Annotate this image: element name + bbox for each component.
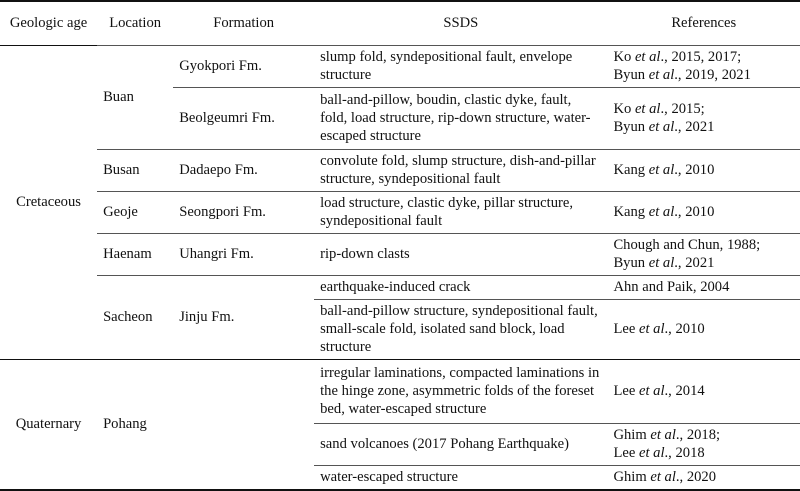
references-cell <box>607 87 800 149</box>
reference-text: Byun <box>613 254 649 271</box>
reference-etal: et al <box>638 320 665 337</box>
ssds-cell: earthquake-induced crack <box>314 275 607 299</box>
reference-text: ., 2018; <box>675 426 721 443</box>
reference-text: Ko <box>613 100 635 117</box>
reference-text: ., 2021 <box>674 118 715 135</box>
reference-etal: et al <box>648 161 675 178</box>
references-cell <box>607 191 800 233</box>
geologic-age-cell: Cretaceous <box>0 45 97 359</box>
formation-cell: Dadaepo Fm. <box>173 149 314 191</box>
references-cell <box>607 423 800 465</box>
header-row <box>0 1 800 45</box>
reference-text: Kang <box>613 203 649 220</box>
reference-line <box>613 444 794 462</box>
reference-line <box>613 118 794 136</box>
reference-etal: et al <box>648 66 675 83</box>
reference-text: Ahn and Paik, 2004 <box>613 278 730 295</box>
reference-text: ., 2015; <box>660 100 705 117</box>
references-cell <box>607 359 800 423</box>
reference-line <box>613 278 794 296</box>
ssds-cell: convolute fold, slump structure, dish-and-pillar structure, syndepositional fault <box>314 149 607 191</box>
location-cell: Haenam <box>97 233 173 275</box>
location-cell: Pohang <box>97 359 173 490</box>
reference-line <box>613 203 794 221</box>
reference-line <box>613 426 794 444</box>
references-cell <box>607 149 800 191</box>
ssds-cell: rip-down clasts <box>314 233 607 275</box>
header-location: Location <box>109 14 162 31</box>
table-row <box>0 191 800 233</box>
geologic-age-cell: Quaternary <box>0 359 97 490</box>
ssds-cell: irregular laminations, compacted laminations in the hinge zone, asymmetric folds of the foreset bed, water-escaped structure <box>314 359 607 423</box>
references-cell <box>607 45 800 87</box>
reference-line <box>613 48 794 66</box>
reference-text: ., 2010 <box>664 320 705 337</box>
references-cell <box>607 465 800 490</box>
reference-text: Chough and Chun, 1988; <box>613 236 761 253</box>
reference-text: ., 2010 <box>674 161 715 178</box>
reference-line <box>613 254 794 272</box>
table-row <box>0 149 800 191</box>
table-row <box>0 359 800 423</box>
reference-text: Lee <box>613 444 639 461</box>
formation-cell <box>173 359 314 490</box>
references-cell <box>607 275 800 299</box>
reference-line <box>613 236 794 254</box>
references-cell <box>607 299 800 359</box>
ssds-cell: ball-and-pillow, boudin, clastic dyke, fault, fold, load structure, rip-down structure, water-escaped structure <box>314 87 607 149</box>
reference-text: ., 2014 <box>664 382 705 399</box>
reference-text: ., 2015, 2017; <box>660 48 742 65</box>
ssds-cell: load structure, clastic dyke, pillar structure, syndepositional fault <box>314 191 607 233</box>
ssds-cell: water-escaped structure <box>314 465 607 490</box>
references-cell <box>607 233 800 275</box>
location-cell: Busan <box>97 149 173 191</box>
reference-text: ., 2019, 2021 <box>674 66 751 83</box>
reference-etal: et al <box>648 118 675 135</box>
formation-cell: Jinju Fm. <box>173 275 314 359</box>
formation-cell: Uhangri Fm. <box>173 233 314 275</box>
table-row <box>0 45 800 87</box>
header-formation: Formation <box>213 14 275 31</box>
ssds-cell: sand volcanoes (2017 Pohang Earthquake) <box>314 423 607 465</box>
formation-cell: Gyokpori Fm. <box>173 45 314 87</box>
reference-text: Lee <box>613 382 639 399</box>
reference-text: ., 2021 <box>674 254 715 271</box>
reference-etal: et al <box>650 426 676 443</box>
reference-etal: et al <box>648 203 675 220</box>
reference-text: Kang <box>613 161 649 178</box>
reference-text: ., 2020 <box>675 468 717 485</box>
reference-line <box>613 66 794 84</box>
header-geologic-age: Geologic age <box>9 14 88 31</box>
reference-etal: et al <box>634 100 661 117</box>
formation-cell: Beolgeumri Fm. <box>173 87 314 149</box>
reference-etal: et al <box>634 48 661 65</box>
reference-etal: et al <box>638 382 665 399</box>
reference-line <box>613 161 794 179</box>
reference-text: Byun <box>613 66 649 83</box>
location-cell: Buan <box>97 45 173 149</box>
location-cell: Geoje <box>97 191 173 233</box>
formation-cell: Seongpori Fm. <box>173 191 314 233</box>
location-cell: Sacheon <box>97 275 173 359</box>
table-row <box>0 275 800 299</box>
reference-text: ., 2018 <box>664 444 705 461</box>
reference-etal: et al <box>638 444 665 461</box>
reference-line <box>613 382 794 400</box>
ssds-cell: ball-and-pillow structure, syndepositional fault, small-scale fold, isolated sand block, load structure <box>314 299 607 359</box>
reference-line <box>613 468 794 486</box>
reference-etal: et al <box>648 254 675 271</box>
reference-text: Ghim <box>613 426 651 443</box>
header-ssds: SSDS <box>443 14 479 31</box>
reference-line <box>613 100 794 118</box>
reference-text: Lee <box>613 320 639 337</box>
header-references: References <box>671 14 737 31</box>
ssds-cell: slump fold, syndepositional fault, envelope structure <box>314 45 607 87</box>
reference-text: Ghim <box>613 468 651 485</box>
table-row <box>0 233 800 275</box>
reference-text: Byun <box>613 118 649 135</box>
reference-text: Ko <box>613 48 635 65</box>
reference-line <box>613 320 794 338</box>
reference-etal: et al <box>650 468 676 485</box>
reference-text: ., 2010 <box>674 203 715 220</box>
